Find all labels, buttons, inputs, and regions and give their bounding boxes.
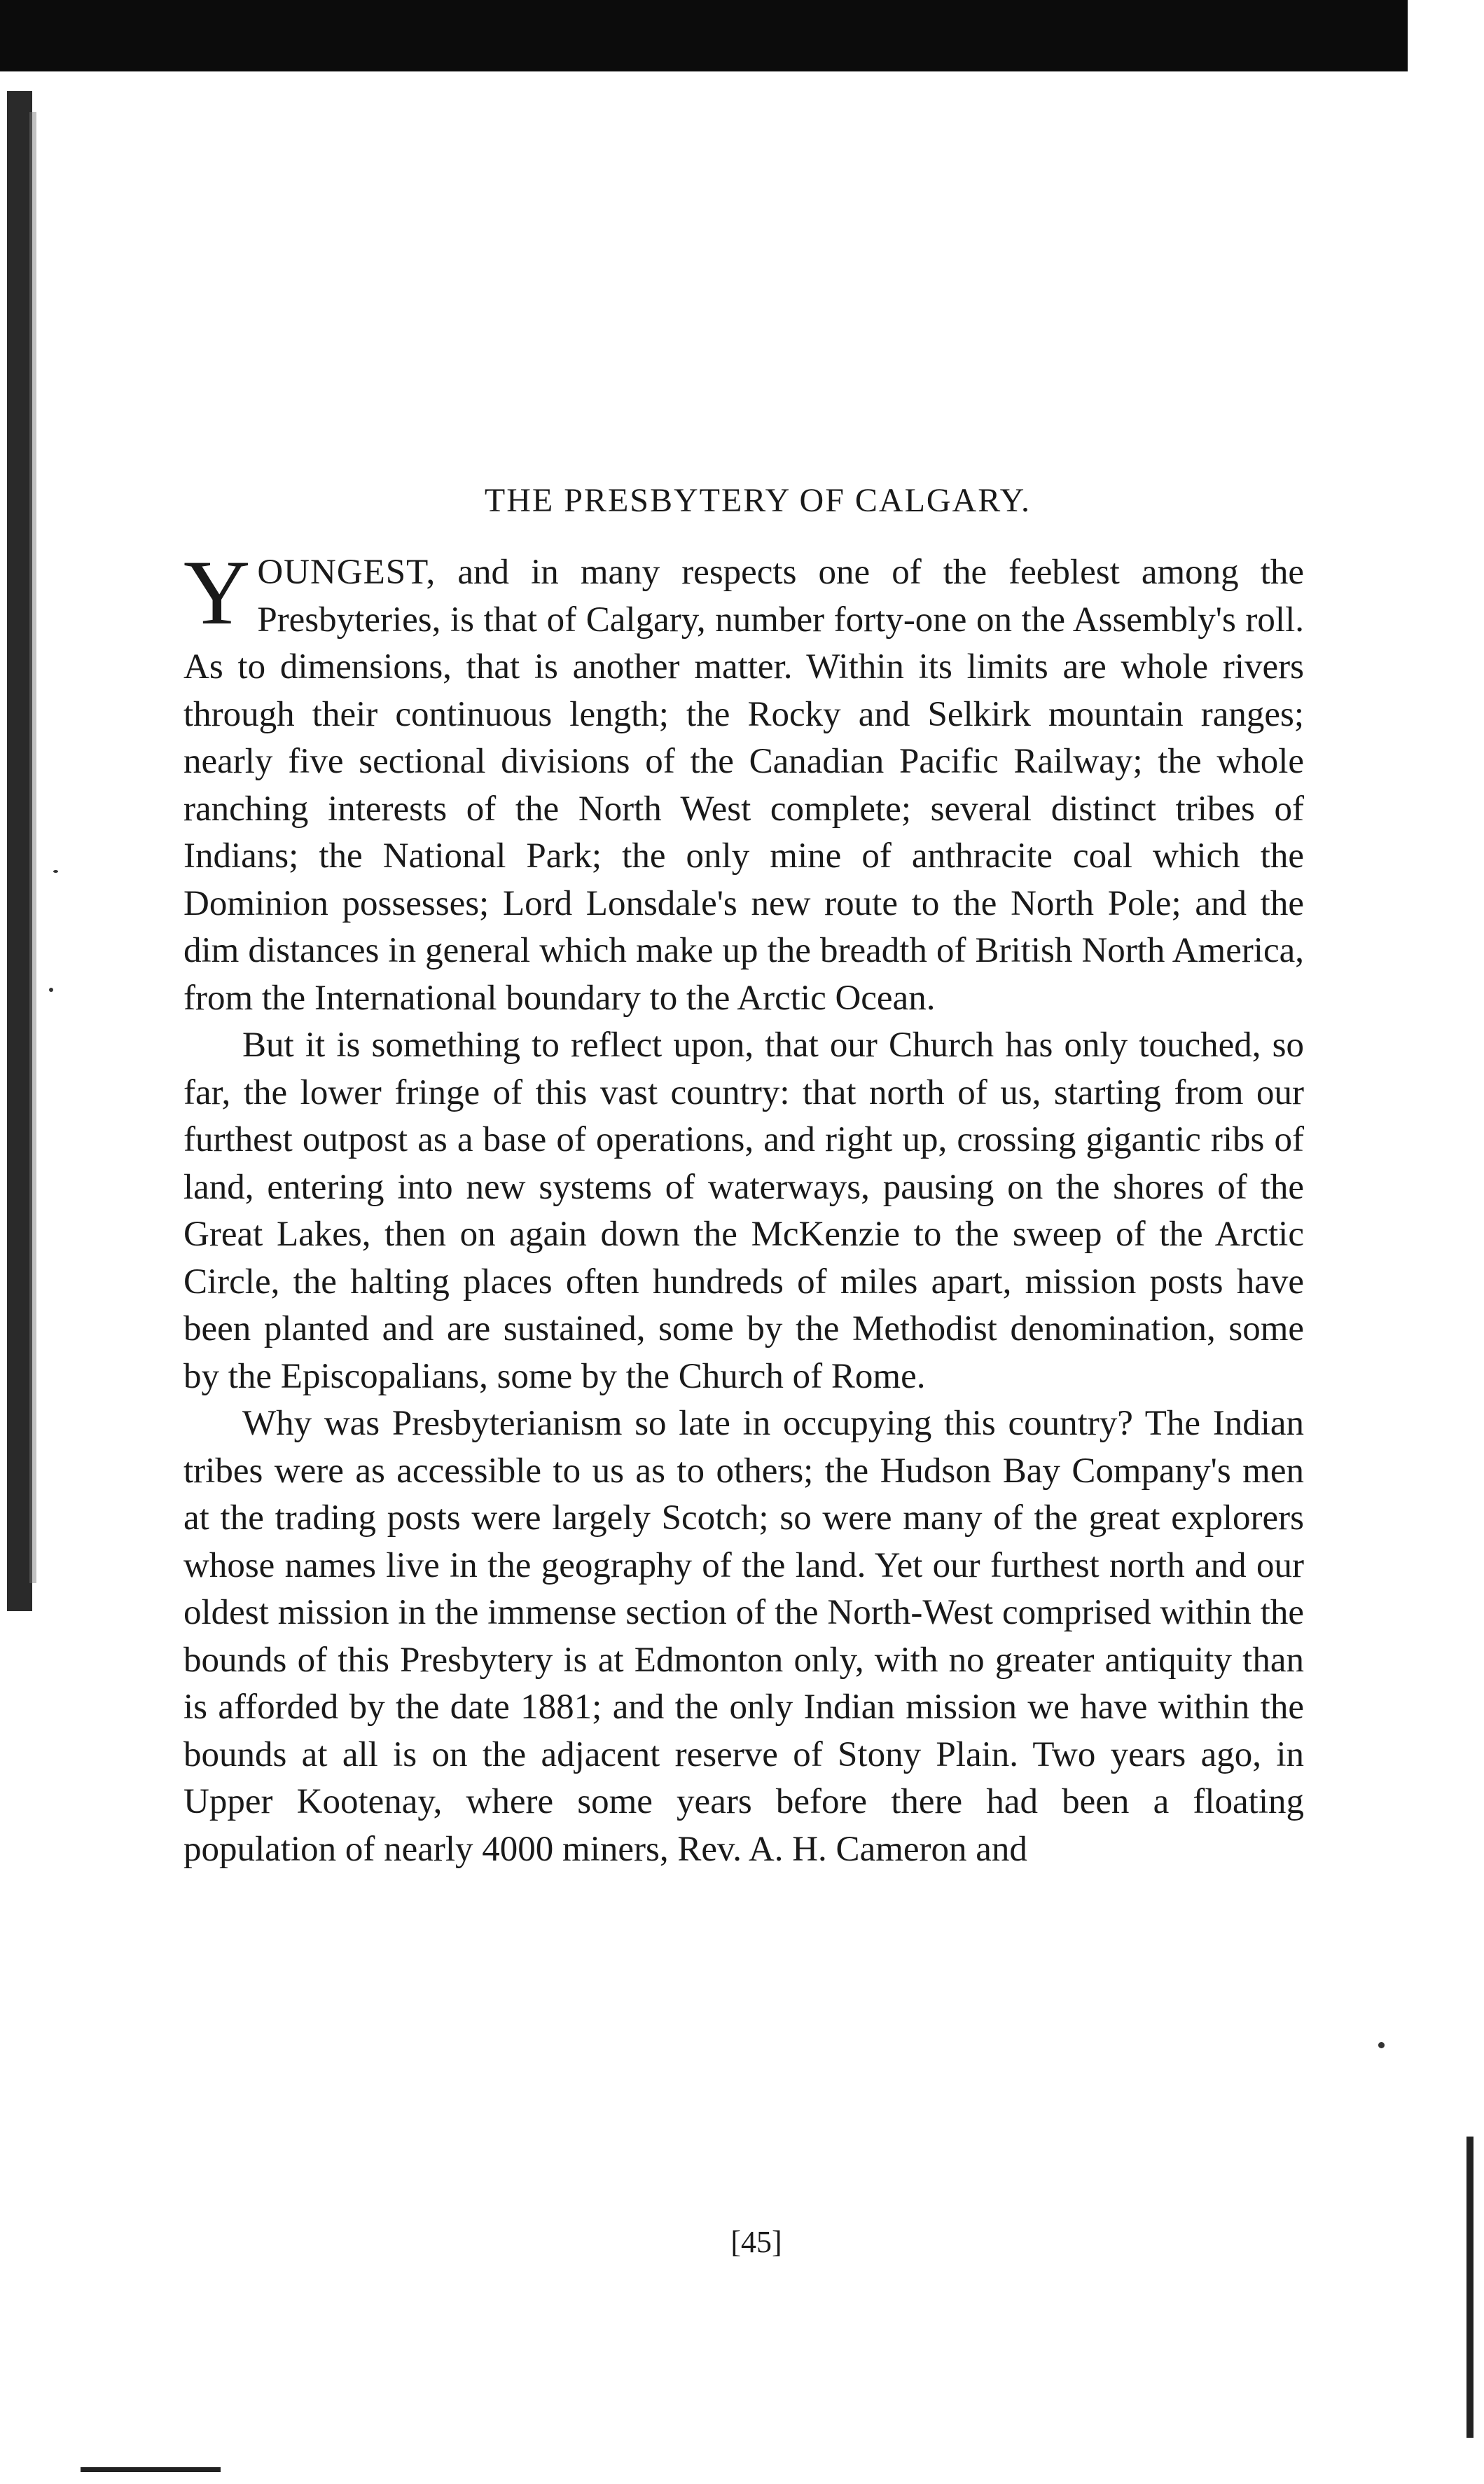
scan-left-shadow xyxy=(29,112,36,1583)
first-word: OUNGEST, xyxy=(257,553,436,592)
page-number: [45] xyxy=(730,2225,782,2259)
ink-speck xyxy=(53,870,58,873)
paragraph-2: But it is something to reflect upon, that our Church has only touched, so far, the lower fringe of this vast country: that north of us, starting from our furthest outpost as a base of operations, and right up, crossing gigantic ribs of land, entering into new systems of waterways, pausing on the shores of the Great Lakes, then on again down the McKenzie to the sweep of the Arctic Circle, the halting places often hundreds of miles apart, mission posts have been planted and are sustained, some by the Methodist denomination, some by the Episcopalians, some by the Church of Rome. xyxy=(183,1026,1304,1396)
page-title: THE PRESBYTERY OF CALGARY. xyxy=(484,482,1032,519)
scan-bottom-mark xyxy=(81,2467,221,2472)
scan-right-edge xyxy=(1466,2137,1473,2438)
paragraph-1-text: and in many respects one of the feeblest among the Presbyteries, is that of Calgary, number forty-one on the Assembly's roll. As to dimensions, that is another matter. Within its limits are whole rivers through their continuous length; the Rocky and Selkirk mountain ranges; nearly five sectional divisions of the Canadian Pacific Railway; the whole ranching interests of the North West complete; several distinct tribes of Indians; the National Park; the only mine of anthracite coal which the Dominion possesses; Lord Lonsdale's new route to the North Pole; and the dim distances in general which make up the breadth of British North America, from the International boundary to the Arctic Ocean. xyxy=(183,553,1304,1018)
ink-speck xyxy=(1378,2042,1385,2048)
document-page xyxy=(183,476,1304,1873)
scan-left-edge xyxy=(7,91,32,1611)
paragraph-3: Why was Presbyterianism so late in occupying this country? The Indian tribes were as accessible to us as to others; the Hudson Bay Company's men at the trading posts were largely Scotch; so were many of the great explorers whose names live in the geography of the land. Yet our furthest north and our oldest mission in the immense section of the North-West comprised within the bounds of this Presbytery is at Edmonton only, with no greater antiquity than is afforded by the date 1881; and the only Indian mission we have within the bounds at all is on the adjacent reserve of Stony Plain. Two years ago, in Upper Kootenay, where some years before there had been a floating population of nearly 4000 miners, Rev. A. H. Cameron and xyxy=(183,1404,1304,1869)
ink-speck xyxy=(49,988,53,992)
drop-cap: Y xyxy=(183,541,251,644)
scan-top-border xyxy=(0,0,1408,71)
paragraph-1 xyxy=(183,541,1304,1022)
